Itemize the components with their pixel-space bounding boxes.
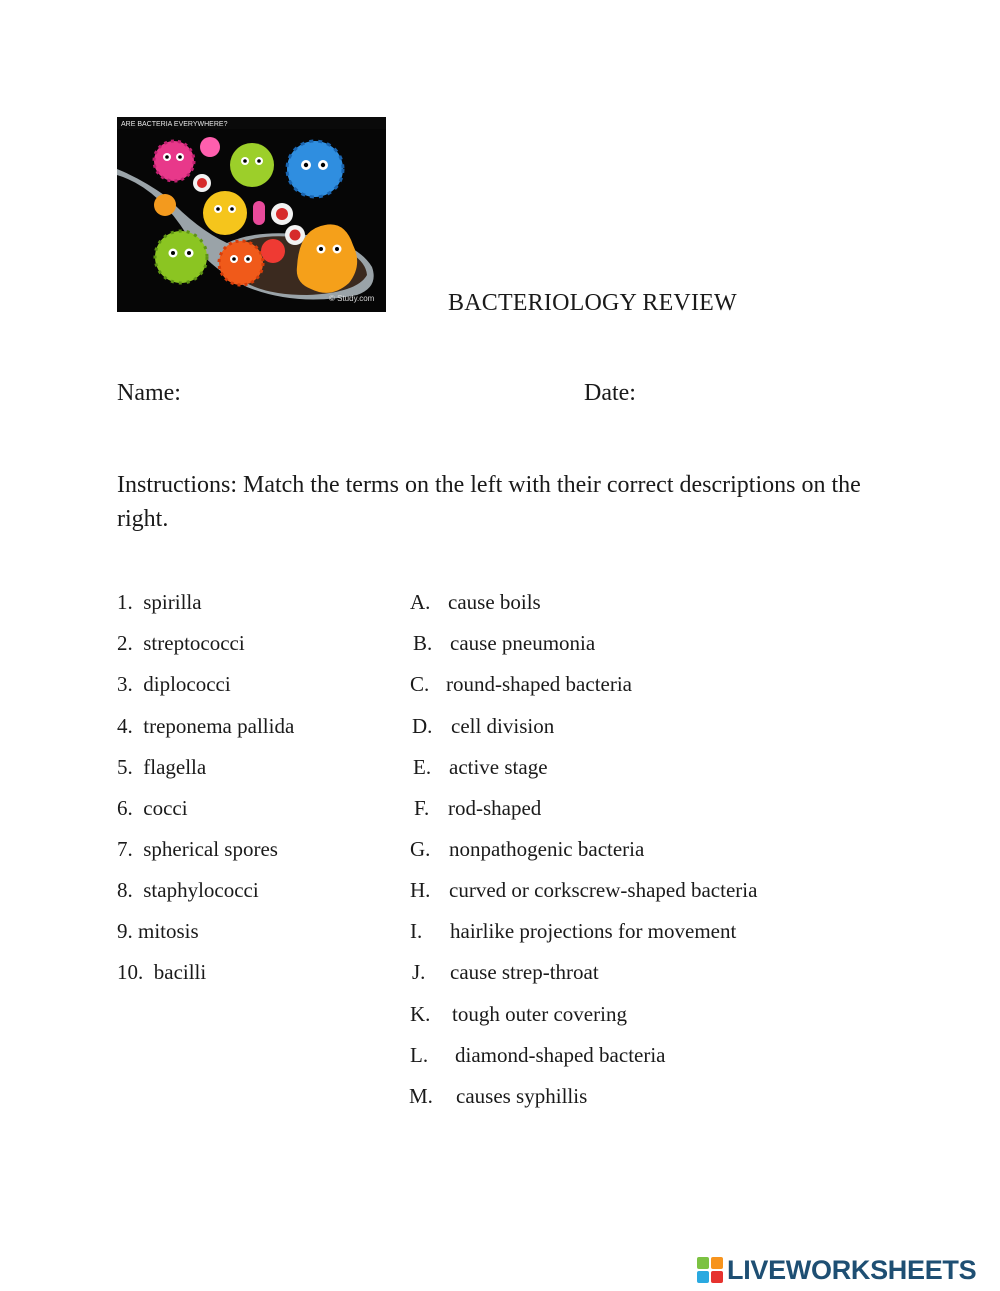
worksheet-title: BACTERIOLOGY REVIEW [448, 290, 737, 316]
term-number: 5. [117, 755, 133, 779]
description-letter: M. [409, 1084, 433, 1108]
description-text: curved or corkscrew-shaped bacteria [449, 878, 758, 902]
description-letter: I. [410, 919, 423, 943]
term-number: 8. [117, 878, 133, 902]
term-1 [117, 590, 202, 615]
description-text: active stage [449, 755, 548, 779]
description-text: causes syphillis [456, 1084, 588, 1108]
term-text: cocci [143, 796, 188, 820]
term-text: diplococci [143, 672, 231, 696]
term-text: streptococci [143, 631, 245, 655]
term-10 [117, 960, 206, 985]
description-letter: L. [410, 1043, 429, 1067]
term-5 [117, 755, 206, 780]
term-number: 3. [117, 672, 133, 696]
logo-text: LIVEWORKSHEETS [727, 1254, 977, 1285]
description-letter: J. [412, 960, 426, 984]
description-text: cause strep-throat [450, 960, 599, 984]
description-text: cell division [451, 714, 555, 738]
term-text: mitosis [138, 919, 199, 943]
description-text: cause pneumonia [450, 631, 596, 655]
description-letter: H. [410, 878, 431, 902]
description-text: hairlike projections for movement [450, 919, 737, 943]
description-text: cause boils [448, 590, 541, 614]
description-text: rod-shaped [448, 796, 542, 820]
term-text: spherical spores [143, 837, 278, 861]
term-4 [117, 714, 294, 739]
date-label: Date: [584, 380, 636, 406]
description-letter: K. [410, 1002, 431, 1026]
term-9 [117, 919, 199, 944]
term-number: 1. [117, 590, 133, 614]
term-number: 7. [117, 837, 133, 861]
term-6 [117, 796, 188, 821]
description-letter: A. [410, 590, 431, 614]
term-number: 2. [117, 631, 133, 655]
description-text: round-shaped bacteria [446, 672, 632, 696]
description-letter: G. [410, 837, 431, 861]
banner-watermark: © Study.com [329, 294, 375, 303]
term-number: 4. [117, 714, 133, 738]
term-text: treponema pallida [143, 714, 295, 738]
banner-caption: ARE BACTERIA EVERYWHERE? [121, 121, 228, 128]
term-2 [117, 631, 245, 656]
logo-blocks-icon [697, 1257, 723, 1283]
term-text: bacilli [153, 960, 207, 984]
description-letter: F. [414, 796, 430, 820]
term-text: flagella [143, 755, 207, 779]
term-text: spirilla [143, 590, 202, 614]
term-number: 10. [117, 960, 144, 984]
term-number: 6. [117, 796, 133, 820]
term-3 [117, 672, 231, 697]
banner-image [117, 117, 386, 312]
name-label: Name: [117, 380, 181, 406]
term-number: 9. [117, 919, 133, 943]
description-letter: C. [410, 672, 430, 696]
description-text: nonpathogenic bacteria [449, 837, 645, 861]
description-letter: E. [413, 755, 432, 779]
description-letter: B. [413, 631, 433, 655]
instructions: Instructions: Match the terms on the left with their correct descriptions on the right. [117, 472, 861, 532]
description-text: diamond-shaped bacteria [455, 1043, 666, 1067]
term-8 [117, 878, 259, 903]
liveworksheets-logo[interactable] [697, 1253, 976, 1287]
term-7 [117, 837, 278, 862]
term-text: staphylococci [143, 878, 259, 902]
description-text: tough outer covering [452, 1002, 627, 1026]
description-letter: D. [412, 714, 433, 738]
